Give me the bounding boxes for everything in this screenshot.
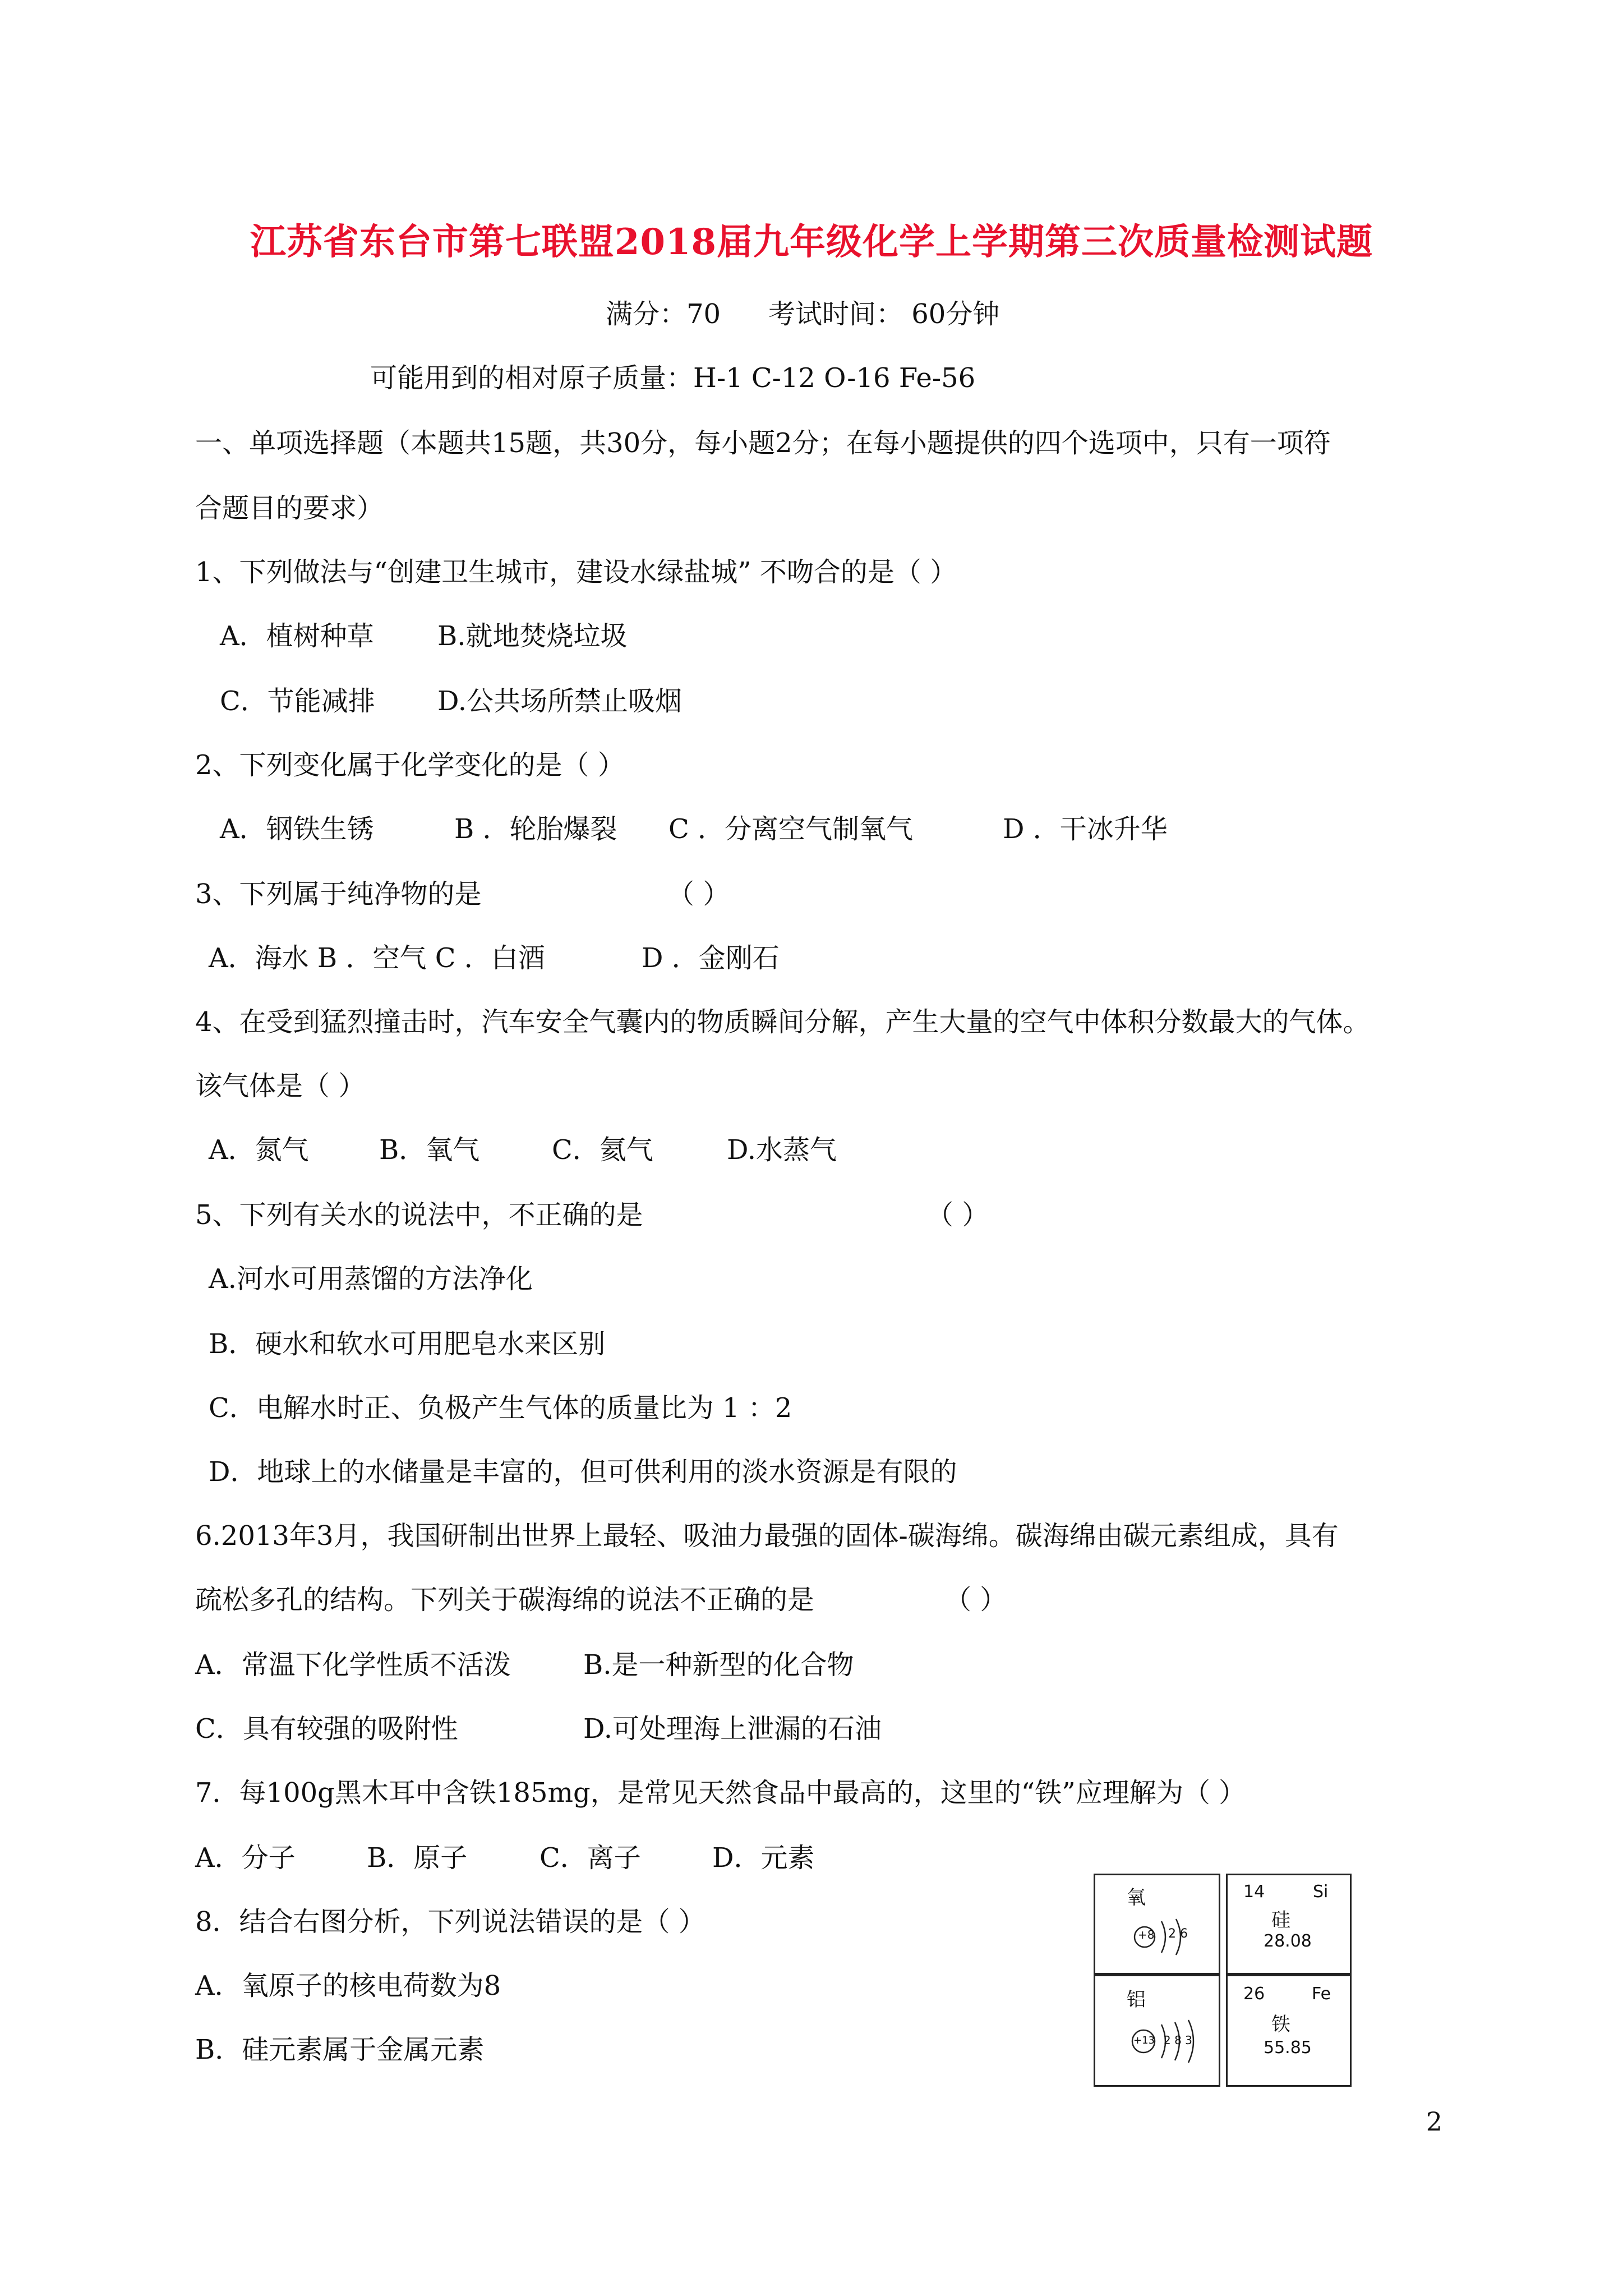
q1-option-a: A．植树种草 (220, 620, 374, 652)
q4-stem-line1: 4、在受到猛烈撞击时，汽车安全气囊内的物质瞬间分解，产生大量的空气中体积分数最大的气体。 (195, 1006, 1370, 1038)
q5-paren: （ ） (926, 1199, 989, 1231)
q5-option-b: B．硬水和软水可用肥皂水来区别 (209, 1328, 606, 1360)
q5-stem: 5、下列有关水的说法中，不正确的是 (195, 1199, 643, 1231)
aluminum-name: 铝 (1127, 1989, 1146, 2011)
q6-option-b: B.是一种新型的化合物 (583, 1649, 854, 1681)
exam-time: 考试时间： 60分钟 (768, 298, 1000, 330)
page-title: 江苏省东台市第七联盟2018届九年级化学上学期第三次质量检测试题 (250, 221, 1373, 263)
q5-option-a: A.河水可用蒸馏的方法净化 (209, 1263, 533, 1295)
oxygen-name: 氧 (1127, 1887, 1146, 1909)
q8-option-a: A．氧原子的核电荷数为8 (195, 1970, 501, 2001)
section-heading-line1: 一、单项选择题（本题共15题，共30分，每小题2分；在每小题提供的四个选项中，只有一项符 (195, 427, 1331, 459)
q2-option-a: A．钢铁生锈 (220, 813, 374, 845)
q4-option-d: D.水蒸气 (727, 1134, 837, 1166)
q3-option-d: D ．金刚石 (642, 942, 780, 974)
section-heading-line2: 合题目的要求） (195, 493, 384, 524)
atomic-masses: 可能用到的相对原子质量：H-1 C-12 O-16 Fe-56 (370, 362, 976, 394)
full-score: 满分：70 (606, 298, 721, 330)
iron-mass: 55.85 (1264, 2038, 1312, 2058)
silicon-mass: 28.08 (1264, 1931, 1312, 1951)
iron-symbol: Fe (1312, 1984, 1331, 2004)
aluminum-cell (1094, 1975, 1220, 2087)
q4-option-c: C．氦气 (552, 1134, 653, 1166)
q2-option-d: D ．干冰升华 (1003, 813, 1168, 845)
q4-option-b: B．氧气 (379, 1134, 480, 1166)
aluminum-shells: 2 8 3 (1164, 2033, 1192, 2047)
q7-option-d: D．元素 (712, 1842, 815, 1874)
q7-option-a: A．分子 (195, 1842, 296, 1874)
q8-option-b: B．硅元素属于金属元素 (195, 2034, 485, 2065)
oxygen-nucleus: +8 (1138, 1928, 1155, 1941)
oxygen-shells: 2 6 (1168, 1927, 1188, 1941)
q1-stem: 1、下列做法与“创建卫生城市，建设水绿盐城” 不吻合的是（ ） (195, 556, 957, 588)
q7-option-c: C．离子 (540, 1842, 641, 1874)
iron-cell (1226, 1975, 1352, 2087)
page-number: 2 (1426, 2106, 1442, 2137)
iron-number: 26 (1243, 1984, 1265, 2004)
q6-option-d: D.可处理海上泄漏的石油 (583, 1713, 882, 1745)
silicon-number: 14 (1243, 1882, 1265, 1902)
q8-stem: 8．结合右图分析，下列说法错误的是（ ） (195, 1906, 706, 1938)
iron-name: 铁 (1271, 2013, 1290, 2036)
q6-option-c: C．具有较强的吸附性 (195, 1713, 458, 1745)
q5-option-c: C．电解水时正、负极产生气体的质量比为 1 ：2 (209, 1392, 792, 1424)
q7-option-b: B．原子 (367, 1842, 468, 1874)
q2-option-c: C ．分离空气制氧气 (668, 813, 913, 845)
q1-option-d: D.公共场所禁止吸烟 (437, 685, 683, 717)
q6-paren: （ ） (944, 1584, 1007, 1616)
q1-option-b: B.就地焚烧垃圾 (437, 620, 628, 652)
silicon-name: 硅 (1271, 1909, 1290, 1931)
q3-options-abc: A．海水 B ．空气 C ．白酒 (209, 942, 545, 974)
q6-stem-line2: 疏松多孔的结构。下列关于碳海绵的说法不正确的是 (195, 1584, 815, 1616)
aluminum-nucleus: +13 (1133, 2035, 1155, 2046)
q3-paren: （ ） (667, 878, 730, 910)
q6-stem-line1: 6.2013年3月，我国研制出世界上最轻、吸油力最强的固体-碳海绵。碳海绵由碳元素组成，具有 (195, 1520, 1339, 1552)
q4-option-a: A．氮气 (209, 1134, 309, 1166)
q6-option-a: A．常温下化学性质不活泼 (195, 1649, 511, 1681)
q2-stem: 2、下列变化属于化学变化的是（ ） (195, 749, 625, 781)
q7-stem: 7．每100g黑木耳中含铁185mg，是常见天然食品中最高的，这里的“铁”应理解为（ ） (195, 1777, 1246, 1809)
periodic-table-figure (1094, 1874, 1352, 2087)
q1-option-c: C．节能减排 (220, 685, 375, 717)
oxygen-cell (1094, 1874, 1220, 1975)
q2-option-b: B ．轮胎爆裂 (454, 813, 617, 845)
q4-stem-line2: 该气体是（ ） (195, 1070, 366, 1102)
q3-stem: 3、下列属于纯净物的是 (195, 878, 482, 910)
silicon-cell (1226, 1874, 1352, 1975)
silicon-symbol: Si (1313, 1882, 1329, 1902)
q5-option-d: D．地球上的水储量是丰富的，但可供利用的淡水资源是有限的 (209, 1456, 957, 1488)
